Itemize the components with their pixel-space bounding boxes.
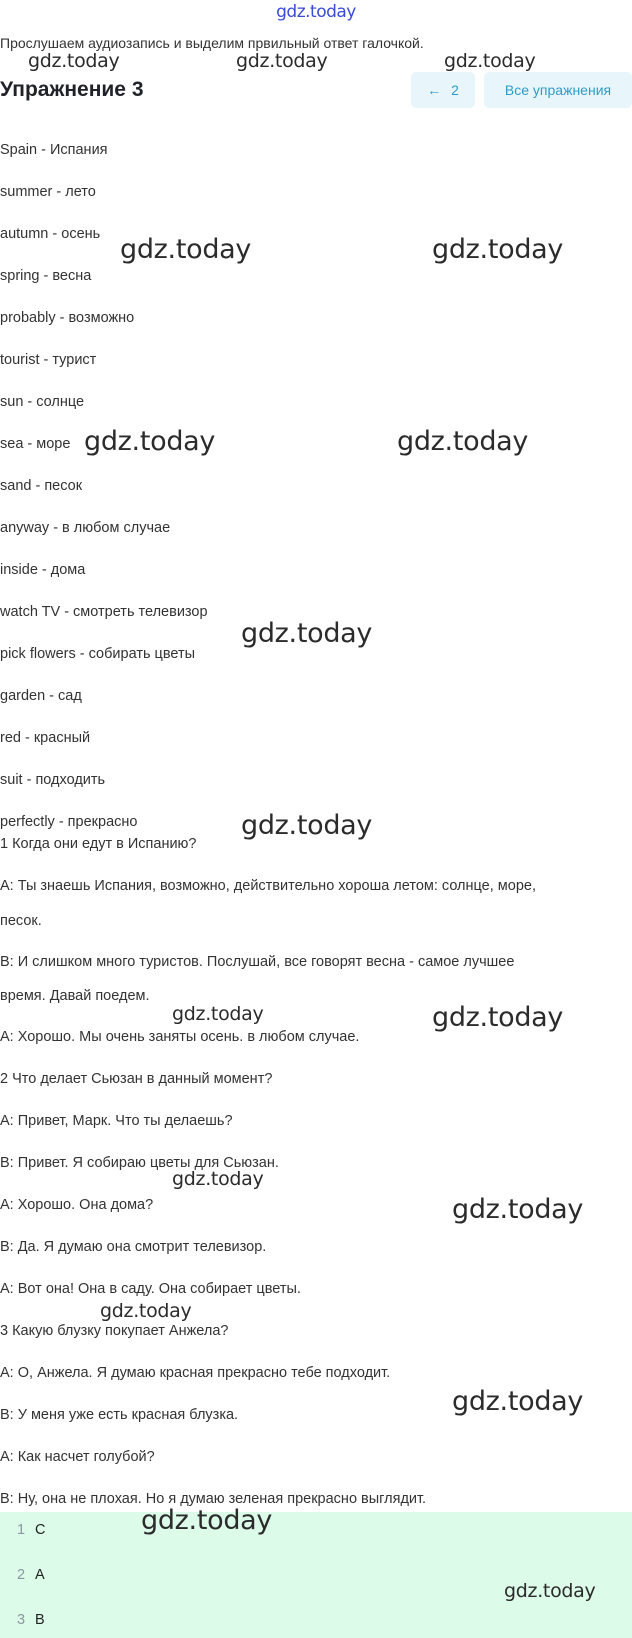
dialog-line: A: Хорошо. Мы очень заняты осень. в любом случае. — [0, 1029, 360, 1045]
answer-row — [17, 1522, 45, 1538]
watermark-text: gdz.today — [172, 1003, 264, 1025]
answer-number: 3 — [17, 1612, 26, 1628]
vocab-item: red - красный — [0, 730, 91, 746]
watermark-text: gdz.today — [236, 50, 328, 72]
question-heading: 3 Какую блузку покупает Анжела? — [0, 1323, 229, 1339]
watermark-text: gdz.today — [100, 1300, 192, 1322]
watermark-text: gdz.today — [452, 1386, 584, 1417]
watermark-text: gdz.today — [28, 50, 120, 72]
answer-value: C — [35, 1522, 46, 1538]
watermark-text: gdz.today — [172, 1168, 264, 1190]
vocab-item: watch TV - смотреть телевизор — [0, 604, 208, 620]
previous-exercise-button[interactable] — [411, 72, 475, 108]
vocab-item: probably - возможно — [0, 310, 135, 326]
dialog-line: A: Ты знаешь Испания, возможно, действительно хороша летом: солнце, море, — [0, 878, 536, 894]
watermark-text: gdz.today — [504, 1580, 596, 1602]
dialog-line: A: Привет, Марк. Что ты делаешь? — [0, 1113, 233, 1129]
vocab-item: suit - подходить — [0, 772, 106, 788]
vocab-item: inside - дома — [0, 562, 86, 578]
watermark-text: gdz.today — [432, 1002, 564, 1033]
watermark-text: gdz.today — [84, 426, 216, 457]
vocab-item: spring - весна — [0, 268, 92, 284]
question-heading: 1 Когда они едут в Испанию? — [0, 836, 197, 852]
answers-panel — [0, 1512, 632, 1638]
watermark-text: gdz.today — [452, 1194, 584, 1225]
vocab-item: sea - море — [0, 436, 71, 452]
watermark-text: gdz.today — [241, 810, 373, 841]
answer-number: 2 — [17, 1567, 26, 1583]
site-logo[interactable]: gdz.today — [276, 2, 356, 22]
dialog-line: A: Хорошо. Она дома? — [0, 1197, 154, 1213]
vocab-item: Spain - Испания — [0, 142, 108, 158]
dialog-line: A: Вот она! Она в саду. Она собирает цветы. — [0, 1281, 301, 1297]
answer-value: B — [35, 1612, 45, 1628]
exercise-instructions: Прослушаем аудиозапись и выделим првильный ответ галочкой. — [0, 35, 424, 51]
dialog-line: B: Да. Я думаю она смотрит телевизор. — [0, 1239, 267, 1255]
dialog-line: время. Давай поедем. — [0, 988, 150, 1004]
dialog-line: B: У меня уже есть красная блузка. — [0, 1407, 239, 1423]
dialog-line: B: Ну, она не плохая. Но я думаю зеленая прекрасно выглядит. — [0, 1491, 427, 1507]
dialog-line: B: Привет. Я собираю цветы для Сьюзан. — [0, 1155, 279, 1171]
vocab-item: pick flowers - собирать цветы — [0, 646, 196, 662]
answer-number: 1 — [17, 1522, 26, 1538]
dialog-line: B: И слишком много туристов. Послушай, все говорят весна - самое лучшее — [0, 954, 515, 970]
previous-exercise-number: 2 — [451, 82, 459, 98]
dialog-line: песок. — [0, 913, 42, 929]
all-exercises-button[interactable] — [484, 72, 632, 108]
exercise-header — [0, 72, 632, 112]
answer-value: A — [35, 1567, 45, 1583]
vocab-item: anyway - в любом случае — [0, 520, 171, 536]
exercise-title: Упражнение 3 — [0, 78, 144, 101]
watermark-text: gdz.today — [432, 234, 564, 265]
vocab-item: perfectly - прекрасно — [0, 814, 138, 830]
vocab-item: autumn - осень — [0, 226, 101, 242]
arrow-left-icon: ← — [427, 82, 442, 98]
question-heading: 2 Что делает Сьюзан в данный момент? — [0, 1071, 273, 1087]
answer-row — [17, 1567, 45, 1583]
answer-row — [17, 1612, 45, 1628]
vocab-item: sun - солнце — [0, 394, 85, 410]
vocab-item: garden - сад — [0, 688, 82, 704]
vocab-item: tourist - турист — [0, 352, 97, 368]
watermark-text: gdz.today — [120, 234, 252, 265]
vocab-item: summer - лето — [0, 184, 96, 200]
dialog-line: A: Как насчет голубой? — [0, 1449, 155, 1465]
watermark-text: gdz.today — [141, 1505, 273, 1536]
all-exercises-label: Все упражнения — [504, 82, 612, 98]
dialog-line: A: О, Анжела. Я думаю красная прекрасно тебе подходит. — [0, 1365, 391, 1381]
watermark-text: gdz.today — [444, 50, 536, 72]
vocabulary-list — [0, 138, 632, 830]
vocab-item: sand - песок — [0, 478, 83, 494]
watermark-text: gdz.today — [241, 618, 373, 649]
watermark-text: gdz.today — [397, 426, 529, 457]
